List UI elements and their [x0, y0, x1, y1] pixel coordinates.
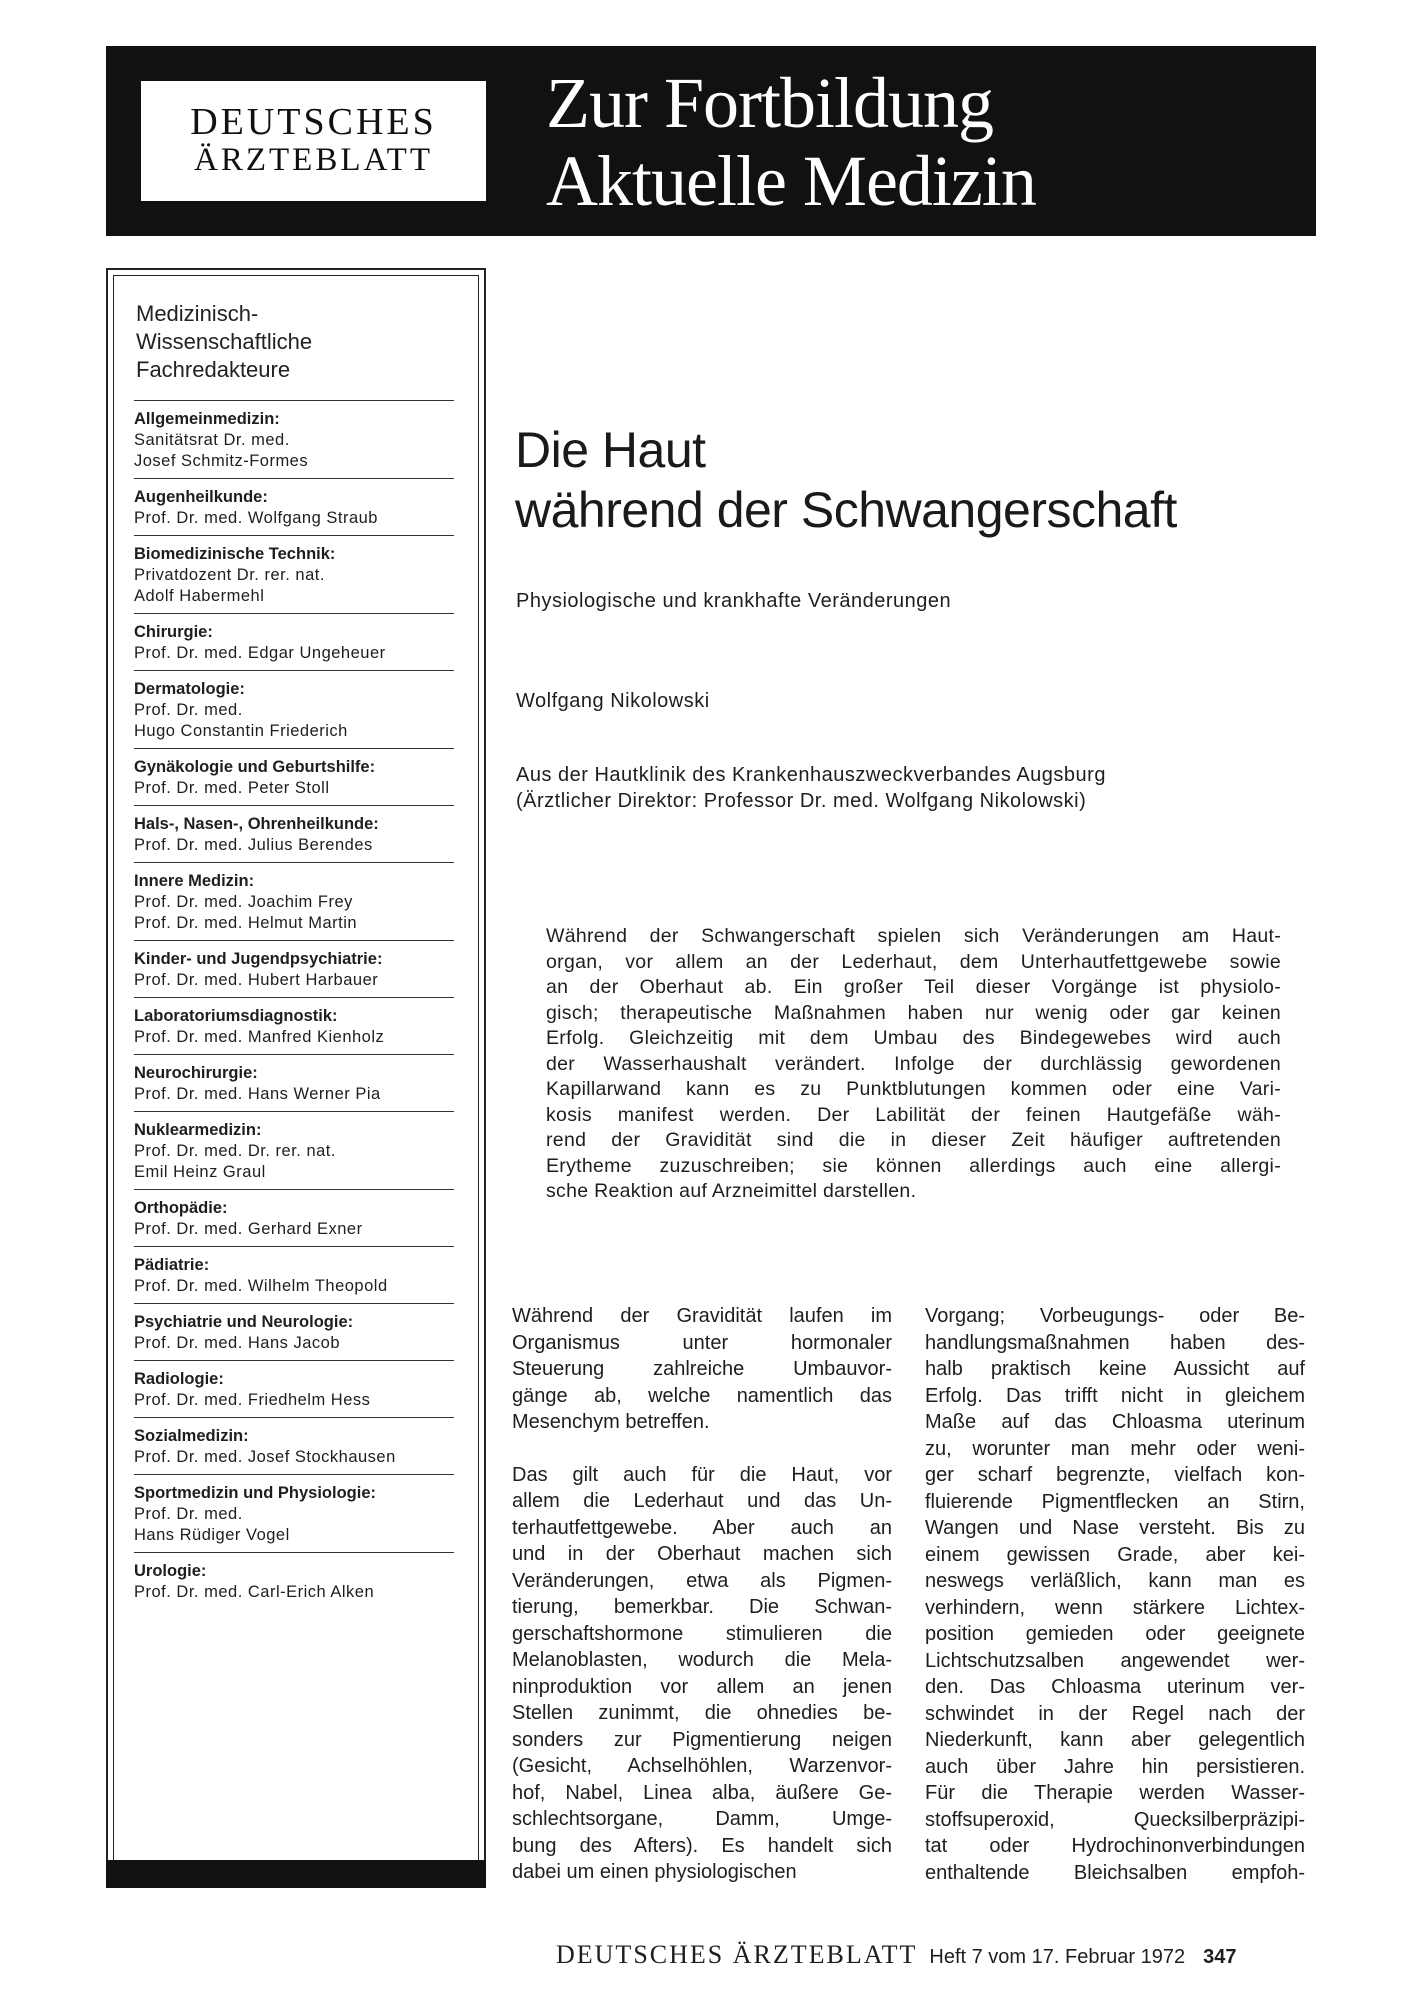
text-line: Erytheme zuzuschreiben; sie können allerdings auch eine allergi-	[546, 1154, 1281, 1177]
page-number: 347	[1203, 1946, 1237, 1968]
editor-name: Prof. Dr. med. Josef Stockhausen	[134, 1448, 396, 1466]
text-line: Mesenchym betreffen.	[512, 1411, 710, 1433]
text-line: halb praktisch keine Aussicht auf	[925, 1358, 1305, 1380]
text-line: tat oder Hydrochinonverbindungen	[925, 1835, 1305, 1857]
editor-field: Allgemeinmedizin:	[134, 410, 280, 428]
text-line: kosis manifest werden. Der Labilität der feinen Hautgefäße wäh-	[546, 1103, 1281, 1126]
editor-field: Sozialmedizin:	[134, 1427, 249, 1445]
sidebar-heading	[136, 300, 312, 384]
editor-name: Prof. Dr. med. Wilhelm Theopold	[134, 1277, 388, 1295]
editor-field: Neurochirurgie:	[134, 1064, 258, 1082]
text-line: auch über Jahre hin persistieren.	[925, 1755, 1305, 1778]
text-line: stoffsuperoxid, Quecksilberpräzipi-	[925, 1808, 1305, 1831]
text-line: bung des Afters). Es handelt sich	[512, 1834, 892, 1857]
text-line: sche Reaktion auf Arzneimittel darstellen.	[546, 1180, 917, 1202]
editor-name: Sanitätsrat Dr. med.	[134, 431, 290, 449]
masthead-logo	[141, 81, 486, 201]
text-line: rend der Gravidität sind die in dieser Zeit häufiger auftretenden	[546, 1129, 1281, 1151]
text-line: sonders zur Pigmentierung neigen	[512, 1728, 892, 1751]
editor-field: Urologie:	[134, 1562, 207, 1580]
section-title-line1: Zur Fortbildung	[546, 63, 993, 143]
body-column-2	[925, 1303, 1305, 1912]
text-line: Niederkunft, kann aber gelegentlich	[925, 1729, 1305, 1751]
editor-name: Adolf Habermehl	[134, 587, 265, 605]
text-line: den. Das Chloasma uterinum ver-	[925, 1676, 1305, 1698]
editor-field: Dermatologie:	[134, 680, 245, 698]
text-line: hof, Nabel, Linea alba, äußere Ge-	[512, 1781, 892, 1804]
text-line: Melanoblasten, wodurch die Mela-	[512, 1649, 892, 1671]
article-affiliation	[516, 762, 1106, 814]
editor-name: Prof. Dr. med.	[134, 1505, 243, 1523]
editor-entry	[134, 1552, 454, 1609]
text-line: einem gewissen Grade, aber kei-	[925, 1543, 1305, 1566]
editor-entry	[134, 1417, 454, 1474]
text-line: enthaltende Bleichsalben empfoh-	[925, 1861, 1305, 1884]
editor-name: Prof. Dr. med. Hans Werner Pia	[134, 1085, 381, 1103]
editor-field: Augenheilkunde:	[134, 488, 268, 506]
article-title-line: Die Haut	[515, 422, 706, 478]
editor-field: Sportmedizin und Physiologie:	[134, 1484, 377, 1502]
text-line: Während der Gravidität laufen im	[512, 1305, 892, 1327]
text-line: Erfolg. Gleichzeitig mit dem Umbau des Bindegewebes wird auch	[546, 1027, 1281, 1049]
editor-name: Josef Schmitz-Formes	[134, 452, 309, 470]
editor-entry	[134, 535, 454, 613]
text-line: Vorgang; Vorbeugungs- oder Be-	[925, 1305, 1305, 1327]
header-band	[106, 46, 1316, 236]
text-line: schwindet in der Regel nach der	[925, 1702, 1305, 1725]
editor-field: Gynäkologie und Geburtshilfe:	[134, 758, 376, 776]
editor-field: Innere Medizin:	[134, 872, 255, 890]
editor-entry	[134, 1246, 454, 1303]
editor-name: Prof. Dr. med. Helmut Martin	[134, 914, 358, 932]
article-title	[515, 420, 1177, 540]
text-line: (Gesicht, Achselhöhlen, Warzenvor-	[512, 1755, 892, 1777]
editor-entry	[134, 940, 454, 997]
editor-entry	[134, 1474, 454, 1552]
text-line: Das gilt auch für die Haut, vor	[512, 1463, 892, 1486]
editor-entry	[134, 1111, 454, 1189]
editor-name: Prof. Dr. med. Joachim Frey	[134, 893, 353, 911]
editor-name: Prof. Dr. med. Friedhelm Hess	[134, 1391, 371, 1409]
editor-name: Prof. Dr. med. Wolfgang Straub	[134, 509, 378, 527]
page-footer	[556, 1940, 1236, 1970]
body-paragraph	[512, 1303, 892, 1436]
text-line: Während der Schwangerschaft spielen sich Veränderungen am Haut-	[546, 925, 1281, 947]
editor-field: Biomedizinische Technik:	[134, 545, 336, 563]
text-line: handlungsmaßnahmen haben des-	[925, 1331, 1305, 1354]
editor-field: Nuklearmedizin:	[134, 1121, 262, 1139]
editor-name: Prof. Dr. med. Carl-Erich Alken	[134, 1583, 375, 1601]
text-line: gisch; therapeutische Maßnahmen haben nur wenig oder gar keinen	[546, 1001, 1281, 1024]
editor-name: Privatdozent Dr. rer. nat.	[134, 566, 325, 584]
editor-entry	[134, 478, 454, 535]
article-title-line: während der Schwangerschaft	[515, 482, 1177, 538]
text-line: tierung, bemerkbar. Die Schwan-	[512, 1596, 892, 1618]
text-line: zu, worunter man mehr oder weni-	[925, 1437, 1305, 1460]
editor-entry	[134, 400, 454, 478]
editor-name: Emil Heinz Graul	[134, 1163, 266, 1181]
text-line: gänge ab, welche namentlich das	[512, 1384, 892, 1407]
text-line: Kapillarwand kann es zu Punktblutungen kommen oder eine Vari-	[546, 1078, 1281, 1100]
editor-entry	[134, 805, 454, 862]
editor-field: Radiologie:	[134, 1370, 224, 1388]
text-line: Für die Therapie werden Wasser-	[925, 1782, 1305, 1804]
editor-field: Hals-, Nasen-, Ohrenheilkunde:	[134, 815, 379, 833]
text-line: Organismus unter hormonaler	[512, 1331, 892, 1354]
editor-name: Prof. Dr. med. Hans Jacob	[134, 1334, 340, 1352]
text-line: Erfolg. Das trifft nicht in gleichem	[925, 1384, 1305, 1407]
editor-entry	[134, 1360, 454, 1417]
text-line: der Wasserhaushalt verändert. Infolge der durchlässig gewordenen	[546, 1052, 1281, 1075]
body-column-1	[512, 1303, 892, 1912]
masthead-line1: DEUTSCHES	[190, 101, 437, 143]
text-line: an der Oberhaut ab. Ein großer Teil dieser Vorgänge ist physiolo-	[546, 976, 1281, 998]
editor-name: Hugo Constantin Friederich	[134, 722, 348, 740]
editor-field: Chirurgie:	[134, 623, 213, 641]
sidebar-heading-line: Medizinisch-	[136, 301, 259, 326]
text-line: Lichtschutzsalben angewendet wer-	[925, 1649, 1305, 1672]
text-line: Veränderungen, etwa als Pigmen-	[512, 1569, 892, 1592]
editor-entry	[134, 1189, 454, 1246]
text-line: neswegs verläßlich, kann man es	[925, 1570, 1305, 1592]
editor-field: Pädiatrie:	[134, 1256, 210, 1274]
section-title-line2: Aktuelle Medizin	[546, 141, 1036, 221]
text-line: fluierende Pigmentflecken an Stirn,	[925, 1490, 1305, 1513]
editor-name: Prof. Dr. med. Edgar Ungeheuer	[134, 644, 386, 662]
editors-list	[134, 400, 454, 1609]
editor-name: Prof. Dr. med. Dr. rer. nat.	[134, 1142, 336, 1160]
text-line: organ, vor allem an der Lederhaut, dem Unterhautfettgewebe sowie	[546, 950, 1281, 973]
text-line: ninproduktion vor allem an jenen	[512, 1675, 892, 1698]
editor-entry	[134, 1303, 454, 1360]
text-line: und in der Oberhaut machen sich	[512, 1543, 892, 1565]
editor-field: Kinder- und Jugendpsychiatrie:	[134, 950, 383, 968]
editor-name: Prof. Dr. med.	[134, 701, 243, 719]
article-subtitle: Physiologische und krankhafte Veränderungen	[516, 590, 952, 612]
editor-name: Prof. Dr. med. Manfred Kienholz	[134, 1028, 385, 1046]
article-abstract	[546, 924, 1281, 1205]
editor-field: Psychiatrie und Neurologie:	[134, 1313, 354, 1331]
affiliation-line: (Ärztlicher Direktor: Professor Dr. med. Wolfgang Nikolowski)	[516, 790, 1087, 812]
editors-sidebar	[106, 268, 486, 1888]
editor-name: Prof. Dr. med. Julius Berendes	[134, 836, 373, 854]
text-line: Wangen und Nase versteht. Bis zu	[925, 1517, 1305, 1539]
editor-name: Prof. Dr. med. Gerhard Exner	[134, 1220, 363, 1238]
body-paragraph	[512, 1462, 892, 1886]
footer-issue: Heft 7 vom 17. Februar 1972	[929, 1946, 1186, 1968]
text-line: Maße auf das Chloasma uterinum	[925, 1411, 1305, 1433]
editor-name: Hans Rüdiger Vogel	[134, 1526, 290, 1544]
footer-magazine: DEUTSCHES ÄRZTEBLATT	[556, 1940, 918, 1969]
affiliation-line: Aus der Hautklinik des Krankenhauszweckverbandes Augsburg	[516, 764, 1106, 786]
section-title	[546, 64, 1036, 220]
text-line: verhindern, wenn stärkere Lichtex-	[925, 1596, 1305, 1619]
editor-name: Prof. Dr. med. Hubert Harbauer	[134, 971, 379, 989]
editor-entry	[134, 748, 454, 805]
sidebar-heading-line: Fachredakteure	[136, 357, 291, 382]
text-line: schlechtsorgane, Damm, Umge-	[512, 1808, 892, 1830]
sidebar-heading-line: Wissenschaftliche	[136, 329, 313, 354]
body-paragraph	[925, 1303, 1305, 1886]
editor-entry	[134, 997, 454, 1054]
editor-field: Orthopädie:	[134, 1199, 228, 1217]
editor-entry	[134, 613, 454, 670]
editor-field: Laboratoriumsdiagnostik:	[134, 1007, 338, 1025]
text-line: gerschaftshormone stimulieren die	[512, 1622, 892, 1645]
masthead-line2: ÄRZTEBLATT	[194, 142, 433, 178]
editor-entry	[134, 670, 454, 748]
text-line: ger scharf begrenzte, vielfach kon-	[925, 1464, 1305, 1486]
editor-name: Prof. Dr. med. Peter Stoll	[134, 779, 330, 797]
text-line: position gemieden oder geeignete	[925, 1623, 1305, 1645]
editor-entry	[134, 862, 454, 940]
editor-entry	[134, 1054, 454, 1111]
text-line: terhautfettgewebe. Aber auch an	[512, 1516, 892, 1539]
text-line: dabei um einen physiologischen	[512, 1861, 797, 1883]
text-line: allem die Lederhaut und das Un-	[512, 1490, 892, 1512]
article-author: Wolfgang Nikolowski	[516, 690, 710, 712]
text-line: Steuerung zahlreiche Umbauvor-	[512, 1358, 892, 1380]
text-line: Stellen zunimmt, die ohnedies be-	[512, 1702, 892, 1724]
sidebar-bottom-bar	[106, 1860, 486, 1888]
